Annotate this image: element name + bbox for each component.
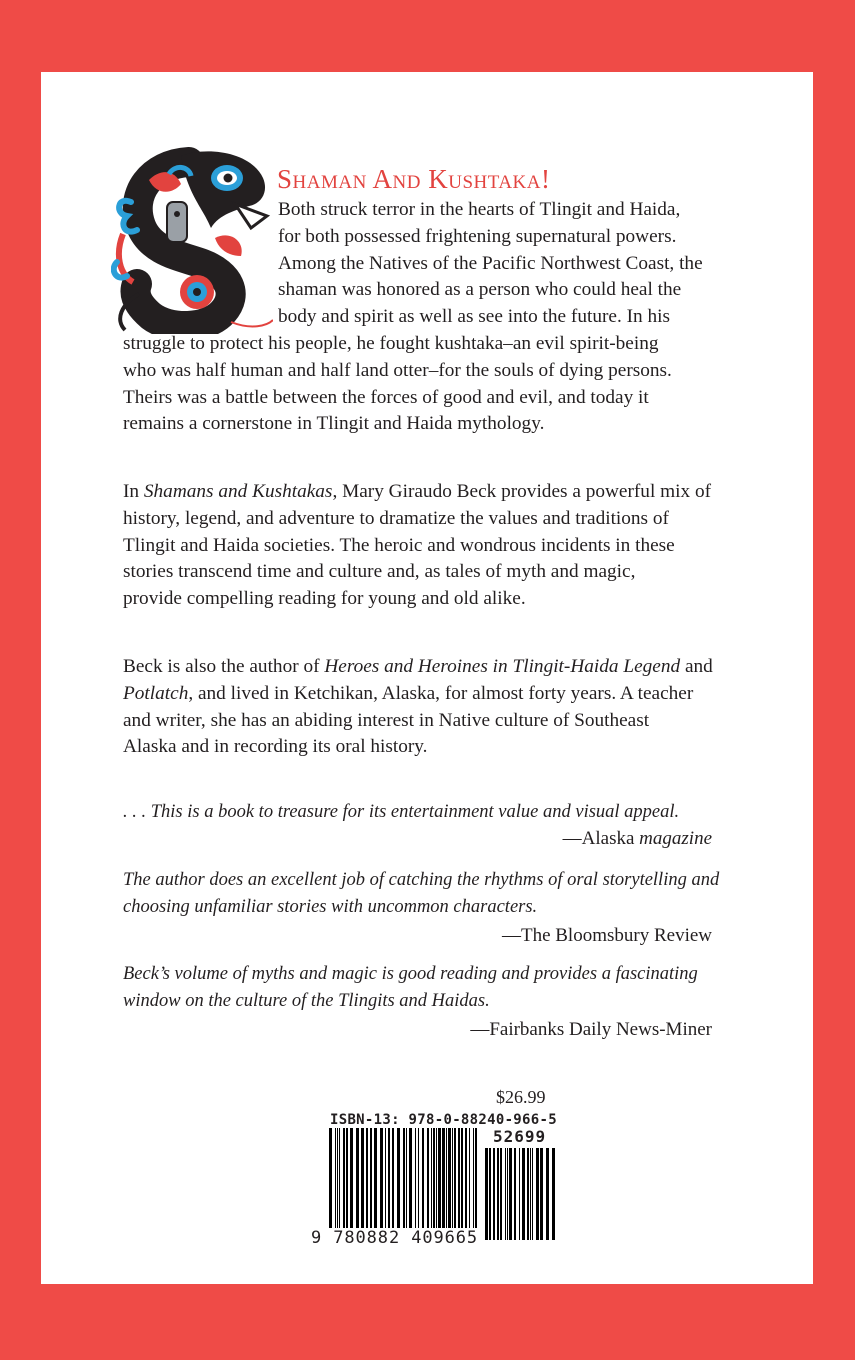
barcode-bar [436,1128,437,1240]
barcode-bar [427,1128,429,1240]
barcode-bar [442,1128,445,1240]
review-source: —Alaska magazine [562,828,712,849]
barcode-bar [438,1128,441,1240]
review-source: —Fairbanks Daily News-Miner [470,1019,712,1040]
description-line: provide compelling reading for young and old alike. [123,588,526,610]
barcode-bar [370,1128,372,1240]
author-bio-line: Alaska and in recording its oral history. [123,736,428,758]
intro-line: Among the Natives of the Pacific Northwest Coast, the [278,252,703,274]
barcode-addon-digits: 52699 [493,1127,547,1146]
barcode-bar [397,1128,400,1240]
review-quote: window on the culture of the Tlingits and Haidas. [123,990,490,1011]
barcode-bar [337,1128,338,1240]
author-bio-line: Potlatch, and lived in Ketchikan, Alaska, for almost forty years. A teacher [123,682,694,704]
barcode-bar [546,1148,549,1240]
barcode-bar [361,1128,364,1240]
barcode-bar [346,1128,348,1240]
isbn-label: ISBN-13: 978-0-88240-966-5 [330,1112,557,1128]
intro-line: who was half human and half land otter–for the souls of dying persons. [123,359,672,381]
back-cover-panel [41,72,813,1284]
barcode-bar [507,1148,508,1240]
description-line: history, legend, and adventure to dramatize the values and traditions of [123,507,669,529]
author-bio-line: and writer, she has an abiding interest in Native culture of Southeast [123,709,650,731]
barcode-bar [536,1148,539,1240]
barcode-bar [415,1128,416,1240]
barcode-bar [385,1128,386,1240]
barcode-bar [431,1128,432,1240]
barcode-bar [374,1128,377,1240]
barcode-bar [356,1128,359,1240]
intro-line: struggle to protect his people, he fought kushtaka–an evil spirit-being [123,333,659,354]
barcode-bar [418,1128,419,1240]
barcode-digits: 9 780882 409665 [311,1228,479,1248]
barcode-bar [380,1128,383,1240]
barcode-bar [473,1128,474,1240]
barcode-bar [522,1148,525,1240]
barcode-bar [433,1128,435,1240]
barcode-bar [489,1148,491,1240]
barcode-bar [406,1128,407,1240]
barcode-bar [422,1128,424,1240]
intro-line: for both possessed frightening supernatural powers. [278,225,677,247]
barcode-bar [530,1148,531,1240]
isbn-barcode [328,1128,478,1240]
review-quote: choosing unfamiliar stories with uncommon characters. [123,896,538,917]
barcode-bar [475,1128,477,1240]
intro-line: Theirs was a battle between the forces of good and evil, and today it [123,386,649,408]
barcode-bar [403,1128,405,1240]
barcode-bar [497,1148,499,1240]
barcode-bar [461,1128,463,1240]
author-bio-line: Beck is also the author of Heroes and Heroines in Tlingit-Haida Legend and [123,656,713,677]
barcode-bar [339,1128,340,1240]
intro-line: body and spirit as well as see into the future. In his [278,306,670,328]
barcode-bar [388,1128,390,1240]
price-addon-barcode [484,1148,558,1240]
barcode-bar [458,1128,460,1240]
barcode-bar [505,1148,506,1240]
barcode-bar [335,1128,336,1240]
review-quote: . . . This is a book to treasure for its entertainment value and visual appeal. [123,802,680,822]
barcode-bar [446,1128,447,1240]
intro-line: shaman was honored as a person who could heal the [278,279,682,301]
formline-serpent-illustration [111,144,273,334]
barcode-bar [454,1128,456,1240]
barcode-bar [527,1148,529,1240]
price-label: $26.99 [496,1087,546,1107]
barcode-bar [469,1128,470,1240]
barcode-bar [465,1128,467,1240]
barcode-bar [392,1128,394,1240]
barcode-bar [329,1128,332,1240]
book-title: Potlatch [123,682,189,704]
description-line: stories transcend time and culture and, as tales of myth and magic, [123,561,636,583]
description-line: Tlingit and Haida societies. The heroic and wondrous incidents in these [123,534,675,556]
review-source: —The Bloomsbury Review [501,925,712,946]
book-title: Heroes and Heroines in Tlingit-Haida Legend [324,656,681,677]
barcode-bar [514,1148,516,1240]
barcode-bar [485,1148,488,1240]
barcode-bar [493,1148,495,1240]
barcode-bar [448,1128,451,1240]
barcode-bar [409,1128,412,1240]
intro-line: remains a cornerstone in Tlingit and Haida mythology. [123,413,545,435]
barcode-bar [366,1128,368,1240]
description-line: In Shamans and Kushtakas, Mary Giraudo Beck provides a powerful mix of [123,481,712,502]
barcode-bar [343,1128,345,1240]
barcode-bar [540,1148,543,1240]
barcode-bar [552,1148,555,1240]
book-title: Shamans and Kushtakas [143,481,333,502]
barcode-bar [532,1148,533,1240]
headline: Shaman And Kushtaka! [277,164,551,194]
barcode-bar [452,1128,453,1240]
barcode-bar [519,1148,520,1240]
barcode-bar [350,1128,353,1240]
barcode-bar [500,1148,502,1240]
intro-line: Both struck terror in the hearts of Tlingit and Haida, [278,199,681,220]
review-quote: The author does an excellent job of catching the rhythms of oral storytelling and [123,870,720,890]
review-quote: Beck’s volume of myths and magic is good reading and provides a fascinating [123,964,698,984]
barcode-bar [509,1148,512,1240]
